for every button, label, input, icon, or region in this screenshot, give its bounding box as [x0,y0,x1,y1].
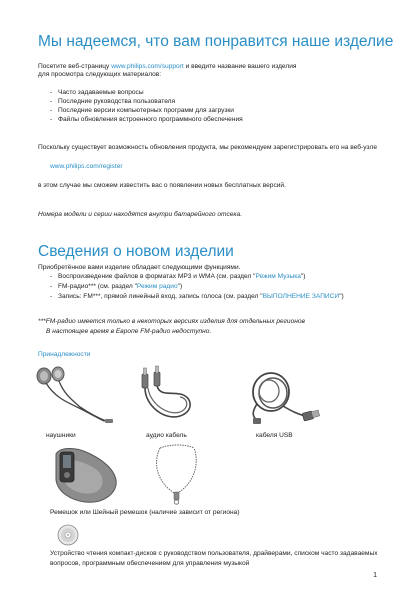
cd-image [57,524,79,546]
feature-item: - Воспроизведение файлов в форматах MP3 и WMA (см. раздел "Режим Музыка") [50,273,306,280]
model-note: Номера модели и серии находятся внутри батарейного отсека. [38,211,243,218]
feature-suffix: ") [300,273,306,280]
intro-suffix: и введите название вашего изделия [183,63,297,70]
footnote-line-1: ***FM-радио имеется только в некоторых версиях изделия для отдельных регионов [38,318,305,325]
feature-item: - Запись: FM***, прямой линейный вход, запись голоса (см. раздел "ВЫПОЛНЕНИЕ ЗАПИСИ") [50,293,344,300]
register-text: Поскольку существует возможность обновления продукта, мы рекомендуем зарегистрировать его на веб-узле [38,144,378,151]
neck-strap-image [150,444,206,506]
feature-suffix: ") [177,283,183,290]
section-title-welcome: Мы надеемся, что вам понравится наше изделие [38,33,394,50]
list-item-text: Часто задаваемые вопросы [58,89,144,96]
support-link[interactable]: www.philips.com/support [111,63,184,70]
feature-suffix: ") [339,293,344,300]
register-after: в этом случае мы сможем известить вас о появлении новых бесплатных версий. [38,182,286,189]
intro-line-2: для просмотра следующих материалов: [38,71,162,78]
feature-prefix: Воспроизведение файлов в форматах MP3 и WMA (см. раздел " [58,273,256,280]
strap-image [50,444,120,506]
audio-cable-image [140,366,200,426]
feature-link[interactable]: ВЫПОЛНЕНИЕ ЗАПИСИ [262,293,340,300]
features-intro: Приобретённое вами изделие обладает следующими функциями. [38,264,241,271]
list-item-text: Последние руководства пользователя [58,98,176,105]
list-item: - Файлы обновления встроенного программного обеспечения [50,116,243,123]
headphones-image [34,366,114,426]
feature-item: - FM-радио*** (см. раздел "Режим радио") [50,283,183,290]
list-item: - Последние руководства пользователя [50,98,176,105]
register-link[interactable]: www.philips.com/register [50,163,123,170]
feature-link[interactable]: Режим радио [136,283,178,290]
footnote-line-2: В настоящее время в Европе FM-радио недоступно. [46,328,212,335]
audio-cable-caption: аудио кабель [146,432,187,439]
feature-link[interactable]: Режим Музыка [255,273,301,280]
cd-caption-line-2: вопросов, программным обеспечением для управления музыкой [50,560,250,567]
cd-caption-line-1: Устройство чтения компакт-дисков с руководством пользователя, драйверами, списком часто задаваемых [50,550,378,557]
list-item: - Последние версии компьютерных программ для загрузки [50,107,234,114]
headphones-caption: наушники [46,432,76,439]
intro-prefix: Посетите веб-страницу [38,63,112,70]
accessories-heading: Принадлежности [38,351,91,358]
page-number: 1 [373,572,377,579]
feature-prefix: Запись: FM***, прямой линейный вход, запись голоса (см. раздел " [58,293,263,300]
usb-cable-caption: кабеля USB [256,432,293,439]
list-item: - Часто задаваемые вопросы [50,89,144,96]
strap-caption: Ремешок или Шейный ремешок (наличие зависит от региона) [50,509,240,516]
list-item-text: Последние версии компьютерных программ для загрузки [58,107,234,114]
usb-cable-image [243,368,323,426]
section-title-new-product: Сведения о новом изделии [38,243,234,260]
list-item-text: Файлы обновления встроенного программного обеспечения [58,116,243,123]
feature-prefix: FM-радио*** (см. раздел " [58,283,137,290]
